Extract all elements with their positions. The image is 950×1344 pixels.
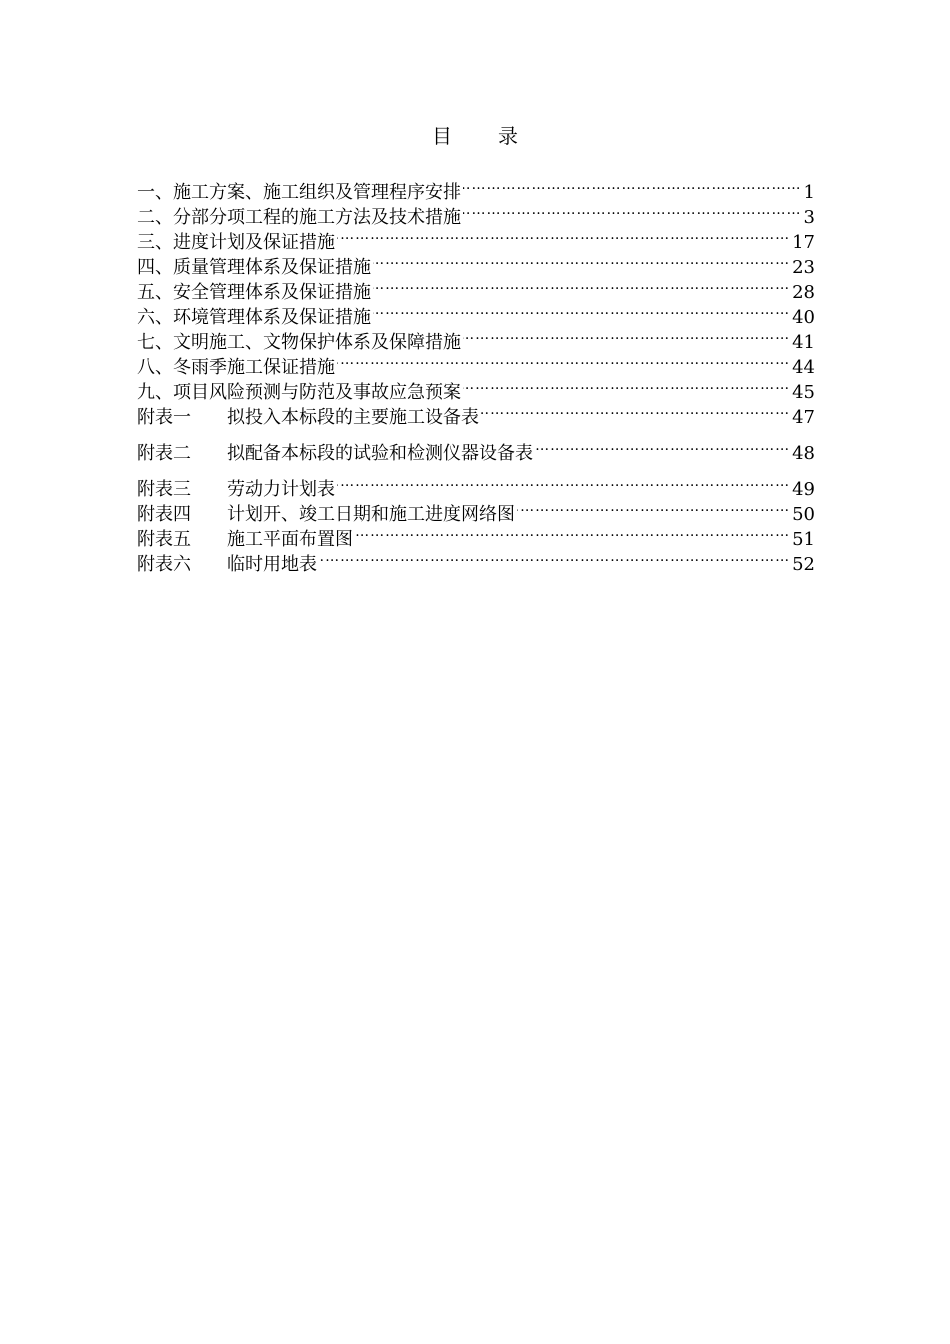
toc-leader-dots — [319, 545, 790, 570]
toc-entry-page: 48 — [792, 443, 815, 464]
toc-entry-label: 环境管理体系及保证措施 — [173, 307, 371, 328]
toc-list — [137, 173, 815, 575]
toc-appendix-number: 附表六 — [137, 554, 191, 575]
toc-leader-dots — [481, 398, 790, 423]
toc-appendix-entry[interactable] — [137, 434, 815, 464]
toc-entry-page: 3 — [803, 207, 815, 228]
toc-leader-dots — [463, 198, 802, 223]
toc-entry-number: 七、 — [137, 332, 173, 353]
toc-entry-label: 施工方案、施工组织及管理程序安排 — [173, 182, 461, 203]
toc-leader-dots — [337, 470, 790, 495]
toc-entry-label: 冬雨季施工保证措施 — [173, 357, 335, 378]
toc-appendix-number: 附表二 — [137, 443, 191, 464]
toc-entry-page: 17 — [792, 232, 815, 253]
toc-leader-dots — [535, 434, 790, 459]
toc-entry-label: 安全管理体系及保证措施 — [173, 282, 371, 303]
toc-entry-label: 分部分项工程的施工方法及技术措施 — [173, 207, 461, 228]
toc-entry-page: 23 — [792, 257, 815, 278]
toc-appendix-number: 附表一 — [137, 407, 191, 428]
toc-entry-label: 进度计划及保证措施 — [173, 232, 335, 253]
toc-leader-dots — [373, 273, 790, 298]
toc-entry-page: 40 — [792, 307, 815, 328]
toc-appendix-number: 附表五 — [137, 529, 191, 550]
toc-entry-page: 50 — [792, 504, 815, 525]
toc-entry-page: 52 — [792, 554, 815, 575]
toc-leader-dots — [373, 298, 790, 323]
toc-entry-number: 四、 — [137, 257, 173, 278]
toc-entry-page: 47 — [792, 407, 815, 428]
toc-appendix-entry[interactable] — [137, 470, 815, 500]
toc-entry-label: 拟投入本标段的主要施工设备表 — [227, 407, 479, 428]
toc-appendix-number: 附表三 — [137, 479, 191, 500]
toc-entry-number: 五、 — [137, 282, 173, 303]
toc-title — [0, 122, 950, 150]
toc-entry-label: 施工平面布置图 — [227, 529, 353, 550]
toc-leader-dots — [337, 348, 790, 373]
toc-entry-label: 质量管理体系及保证措施 — [173, 257, 371, 278]
toc-entry-page: 1 — [803, 182, 815, 203]
toc-entry-label: 计划开、竣工日期和施工进度网络图 — [227, 504, 515, 525]
toc-entry-page: 28 — [792, 282, 815, 303]
toc-entry-number: 三、 — [137, 232, 173, 253]
toc-leader-dots — [463, 323, 790, 348]
toc-leader-dots — [373, 248, 790, 273]
toc-entry-label: 临时用地表 — [227, 554, 317, 575]
toc-entry-label: 拟配备本标段的试验和检测仪器设备表 — [227, 443, 533, 464]
toc-leader-dots — [355, 520, 790, 545]
toc-leader-dots — [337, 223, 790, 248]
toc-entry-number: 一、 — [137, 182, 173, 203]
toc-appendix-number: 附表四 — [137, 504, 191, 525]
toc-entry-label: 劳动力计划表 — [227, 479, 335, 500]
toc-leader-dots — [463, 173, 802, 198]
toc-leader-dots — [517, 495, 790, 520]
toc-entry-page: 41 — [792, 332, 815, 353]
toc-title-left: 目 — [432, 124, 452, 148]
toc-entry-label: 文明施工、文物保护体系及保障措施 — [173, 332, 461, 353]
toc-entry-number: 八、 — [137, 357, 173, 378]
toc-entry-page: 51 — [792, 529, 815, 550]
toc-leader-dots — [463, 373, 790, 398]
toc-entry-number: 二、 — [137, 207, 173, 228]
toc-entry-number: 六、 — [137, 307, 173, 328]
toc-entry-label: 项目风险预测与防范及事故应急预案 — [173, 382, 461, 403]
toc-entry[interactable] — [137, 173, 815, 203]
toc-title-right: 录 — [498, 124, 518, 148]
toc-entry-number: 九、 — [137, 382, 173, 403]
toc-entry-page: 44 — [792, 357, 815, 378]
toc-entry-page: 45 — [792, 382, 815, 403]
toc-entry-page: 49 — [792, 479, 815, 500]
